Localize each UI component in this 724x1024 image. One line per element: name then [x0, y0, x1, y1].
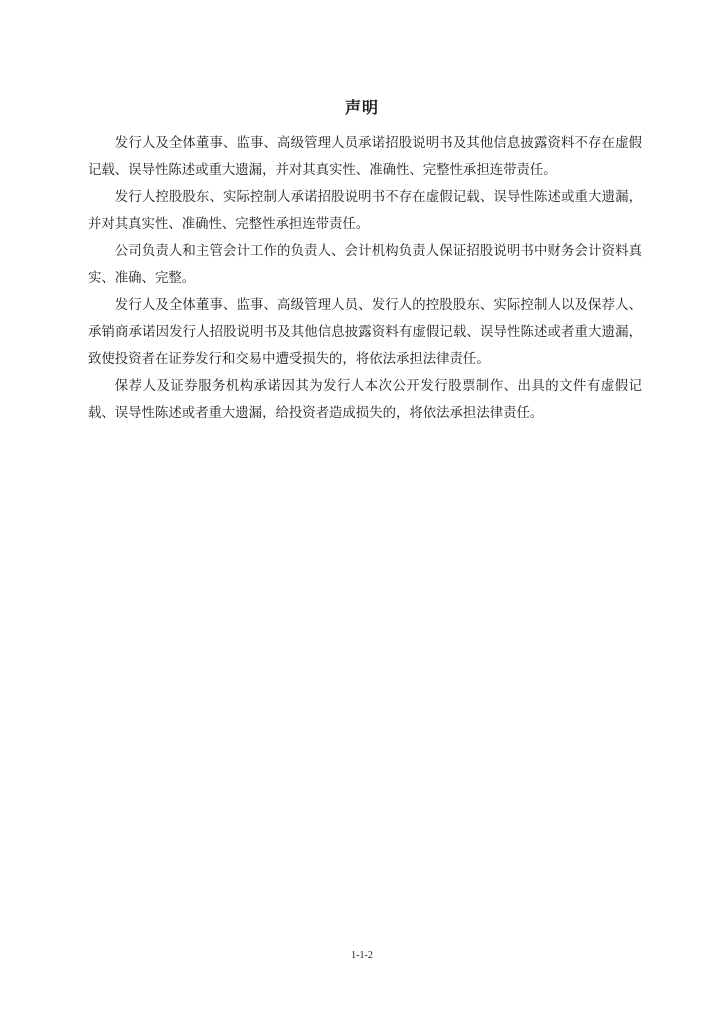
paragraph-directors-commitment: 发行人及全体董事、监事、高级管理人员承诺招股说明书及其他信息披露资料不存在虚假记载、误导性陈述或重大遗漏，并对其真实性、准确性、完整性承担连带责任。 [88, 136, 642, 178]
paragraph-sponsor-commitment: 保荐人及证券服务机构承诺因其为发行人本次公开发行股票制作、出具的文件有虚假记载、误导性陈述或者重大遗漏，给投资者造成损失的，将依法承担法律责任。 [88, 379, 642, 421]
statement-body [88, 130, 642, 427]
paragraph-liability-commitment: 发行人及全体董事、监事、高级管理人员、发行人的控股股东、实际控制人以及保荐人、承销商承诺因发行人招股说明书及其他信息披露资料有虚假记载、误导性陈述或者重大遗漏，致使投资者在证券发行和交易中遭受损失的，将依法承担法律责任。 [88, 298, 642, 367]
page-title: 声明 [344, 98, 379, 117]
page-number: 1-1-2 [351, 950, 373, 961]
paragraph-controlling-shareholder-commitment: 发行人控股股东、实际控制人承诺招股说明书不存在虚假记载、误导性陈述或重大遗漏，并对其真实性、准确性、完整性承担连带责任。 [88, 190, 642, 232]
paragraph-financial-guarantee: 公司负责人和主管会计工作的负责人、会计机构负责人保证招股说明书中财务会计资料真实、准确、完整。 [88, 244, 642, 286]
